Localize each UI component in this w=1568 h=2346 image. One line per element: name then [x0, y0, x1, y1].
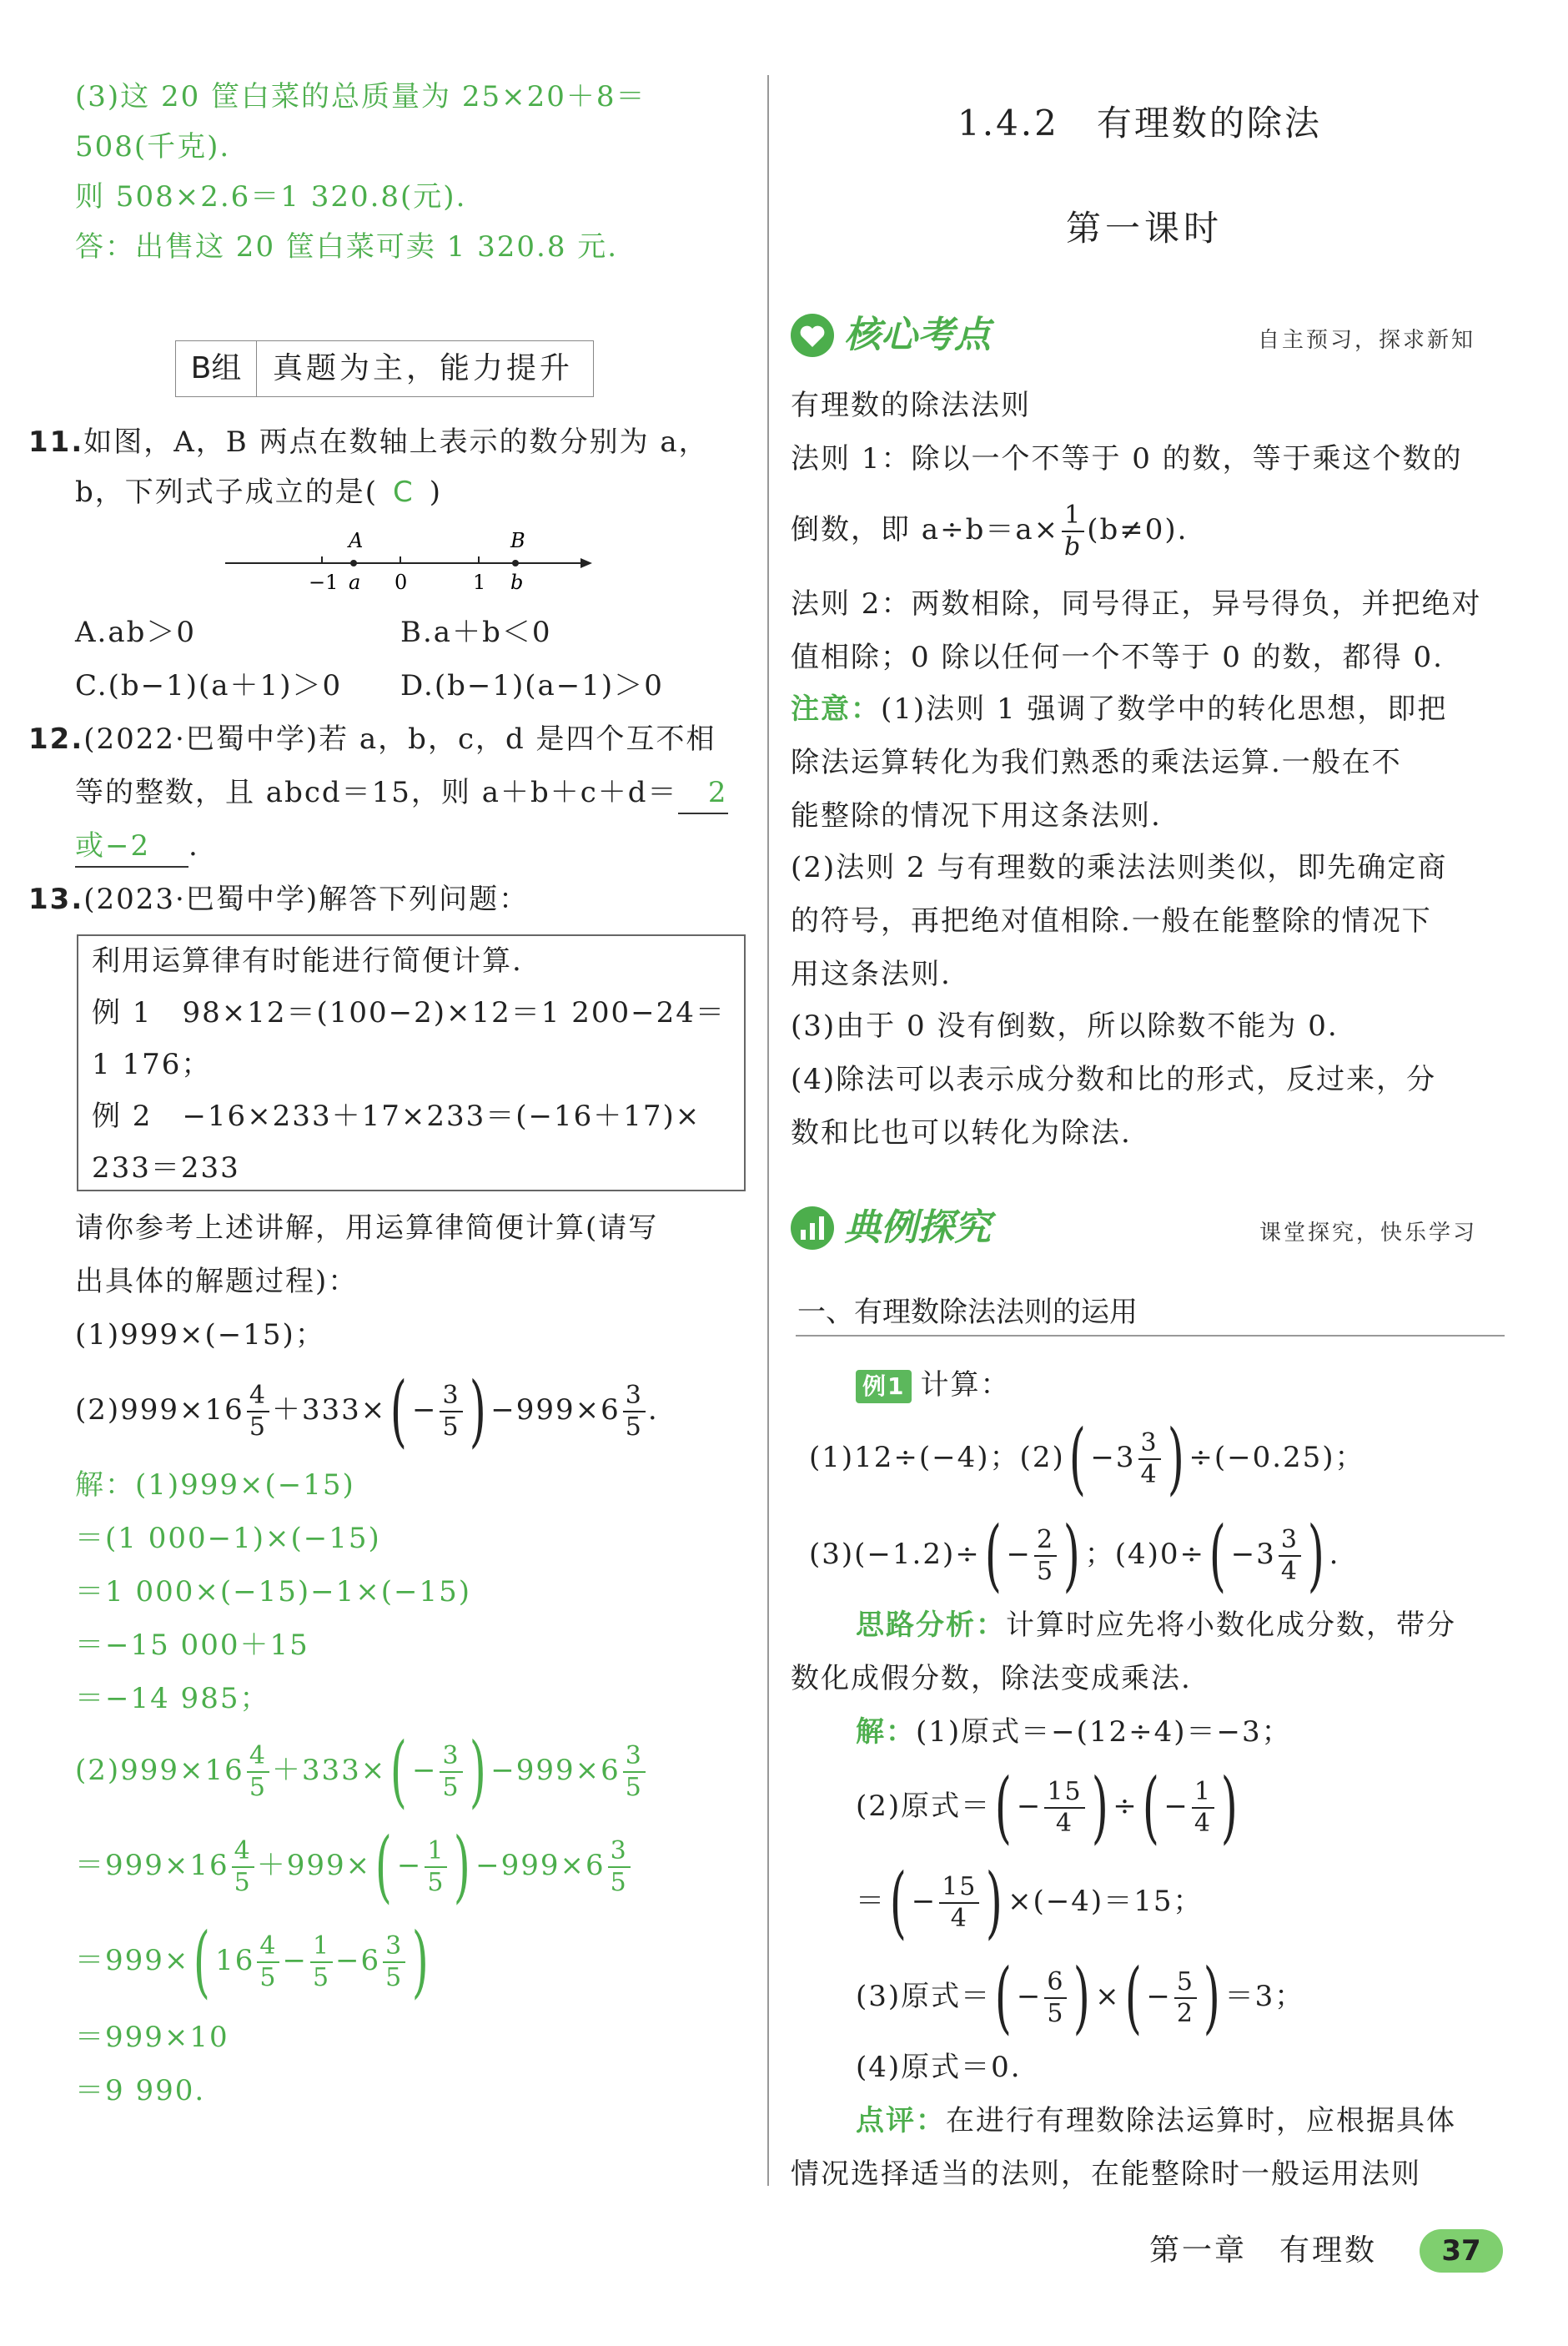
note-text: (1)法则 1 强调了数学中的转化思想，即把: [881, 692, 1448, 726]
subsection-title: 一、有理数除法法则的运用: [797, 1296, 1138, 1329]
solution-line: ＝999×16 $\frac{4}{5}$ ＋999×( − $\frac{1}{5}$ ) −999×6 $\frac{3}{5}$: [75, 1824, 633, 1907]
solution-line: ＝(1 000−1)×(−15): [75, 1522, 381, 1555]
fraction: $\frac{4}{5}$: [232, 1836, 254, 1898]
fraction: $\frac{3}{4}$: [1279, 1525, 1301, 1587]
fraction: $\frac{4}{5}$: [257, 1931, 279, 1993]
rule-line: [791, 492, 1188, 567]
comment-line: 情况选择适当的法则，在能整除时一般运用法则: [791, 2157, 1421, 2191]
fraction: $\frac{3}{5}$: [608, 1836, 631, 1898]
solution-line: ＝9 990.: [75, 2074, 206, 2107]
q12-number: 12.: [28, 722, 84, 756]
expr-text: (3)(−1.2)÷: [809, 1538, 981, 1571]
fraction: $\frac{5}{2}$: [1174, 1967, 1197, 2029]
q11-text: 如图，A，B 两点在数轴上表示的数分别为 a，: [83, 425, 709, 459]
solution-line: ＝−14 985；: [75, 1682, 270, 1715]
expr-text: ；(4)0÷: [1084, 1538, 1205, 1571]
hint-line: 例 1 98×12＝(100−2)×12＝1 200−24＝: [92, 996, 726, 1030]
q13-line1: [28, 879, 529, 919]
q12-line3: [75, 826, 199, 868]
label-A: A: [349, 529, 364, 552]
solution-line: ＝−15 000＋15: [75, 1629, 309, 1662]
q13-ask-line: 请你参考上述讲解，用运算律简便计算(请写: [75, 1211, 659, 1245]
label-B: B: [510, 529, 525, 552]
ex1-label: 计算：: [920, 1368, 1011, 1402]
expr-text: ×: [1095, 1980, 1121, 2013]
rule-line: 法则 2：两数相除，同号得正，异号得负，并把绝对: [791, 587, 1482, 621]
fraction: $\frac{4}{5}$: [247, 1381, 269, 1442]
subsection-rule: [796, 1335, 1505, 1337]
heart-icon: [789, 312, 836, 359]
q11-text: b，下列式子成立的是(: [75, 476, 379, 509]
chart-icon: [789, 1205, 836, 1251]
expr-text: −999×6: [490, 1754, 621, 1787]
prev-answer-line: 则 508×2.6＝1 320.8(元).: [75, 180, 467, 214]
core-heading: 核心考点: [844, 314, 991, 356]
q12-line1: [28, 719, 716, 759]
q13-ask-line: 出具体的解题过程)：: [75, 1265, 359, 1298]
fraction: $\frac{15}{4}$: [939, 1872, 979, 1934]
expr-text: (1)12÷(−4)；(2): [809, 1441, 1065, 1474]
ex1-problem-line: (1)12÷(−4)；(2)( −3 $\frac{3}{4}$ ) ÷(−0.25)；: [809, 1413, 1365, 1504]
fraction: $\frac{1}{5}$: [310, 1931, 333, 1993]
hint-line: 233＝233: [92, 1151, 240, 1185]
tick-label-neg1: −1: [309, 571, 339, 594]
q13-text: (2023·巴蜀中学)解答下列问题：: [83, 883, 530, 916]
fraction: $\frac{3}{4}$: [1138, 1428, 1161, 1490]
q12-end: .: [188, 829, 199, 863]
expr-text: ＋333×: [271, 1393, 387, 1427]
analysis-line: 数化成假分数，除法变成乘法.: [791, 1662, 1192, 1695]
note-line: [791, 689, 1447, 729]
expr-text: 16: [215, 1944, 255, 1977]
point-b: [512, 560, 519, 566]
prev-answer-line: (3)这 20 筐白菜的总质量为 25×20＋8＝: [75, 80, 646, 113]
expr-text: (2)原式＝: [856, 1790, 992, 1823]
expr-text: ÷(−0.25)；: [1189, 1441, 1365, 1474]
column-divider: [767, 75, 769, 2186]
expr-text: ＋333×: [271, 1754, 387, 1787]
q11-option-a: A.ab＞0: [75, 616, 197, 649]
fraction: $\frac{3}{5}$: [440, 1741, 462, 1803]
axis-arrow: [580, 558, 592, 568]
ex1-problem-line: (3)(−1.2)÷( − $\frac{2}{5}$ ) ；(4)0÷( −3 $\frac{3}{4}$ ) .: [809, 1510, 1340, 1601]
analysis-text: 计算时应先将小数化成分数，带分: [1006, 1608, 1456, 1642]
q11-answer: C: [393, 476, 415, 509]
ex1-solution-line: (2)原式＝( − $\frac{15}{4}$ ) ÷( − $\frac{1}{4}$ ): [856, 1762, 1239, 1853]
analysis-line: [856, 1605, 1456, 1645]
solution-line: (2)999×16 $\frac{4}{5}$ ＋333×( − $\frac{3}{5}$ ) −999×6 $\frac{3}{5}$: [75, 1729, 648, 1812]
core-subtitle: 自主预习，探求新知: [1258, 328, 1476, 353]
prev-answer-line: 508(千克).: [75, 130, 231, 164]
ex1-header: [856, 1365, 1010, 1405]
rule-text: (b≠0).: [1087, 513, 1189, 546]
comment-text: 在进行有理数除法运算时，应根据具体: [946, 2104, 1456, 2137]
example-heading: 典例探究: [844, 1206, 991, 1249]
fraction: $\frac{3}{5}$: [383, 1931, 405, 1993]
expr-text: ＝999×16: [75, 1849, 229, 1882]
expr-text: (2)999×16: [75, 1393, 244, 1427]
expr-text: −999×6: [475, 1849, 606, 1882]
fraction: $\frac{4}{5}$: [247, 1741, 269, 1803]
example-badge: 例1: [856, 1370, 912, 1403]
note-label: 注意：: [791, 692, 881, 726]
fraction: $\frac{2}{5}$: [1034, 1525, 1057, 1587]
expr-text: ＝999×: [75, 1944, 190, 1977]
ex1-solution-line: (4)原式＝0.: [856, 2051, 1022, 2084]
q11-number: 11.: [28, 425, 84, 459]
hint-line: 利用运算律有时能进行简便计算.: [92, 944, 523, 978]
footer-chapter: 第一章 有理数: [1149, 2233, 1378, 2268]
tick-label-1: 1: [473, 571, 486, 594]
q12-line2: [75, 773, 728, 814]
group-title: 真题为主，能力提升: [273, 351, 574, 385]
analysis-label: 思路分析：: [856, 1608, 1006, 1642]
rule-line: 值相除；0 除以任何一个不等于 0 的数，都得 0.: [791, 641, 1444, 674]
expr-text: ＝3；: [1224, 1980, 1305, 2013]
page-number: 37: [1420, 2229, 1503, 2273]
q11-line2: [75, 472, 442, 512]
note-line: 数和比也可以转化为除法.: [791, 1116, 1132, 1150]
group-b-header: [175, 340, 594, 397]
tick-label-a: a: [349, 571, 361, 594]
solution-line: ＝999×( 16 $\frac{4}{5}$ − $\frac{1}{5}$ −6 $\frac{3}{5}$ ): [75, 1916, 430, 2007]
rule-line: 法则 1：除以一个不等于 0 的数，等于乘这个数的: [791, 442, 1463, 476]
lesson-title: 第一课时: [1066, 208, 1224, 249]
fraction: $\frac{3}{5}$: [623, 1741, 646, 1803]
fraction: $\frac{6}{5}$: [1044, 1967, 1067, 2029]
fraction: $\frac{1}{5}$: [425, 1836, 447, 1898]
note-line: 能整除的情况下用这条法则.: [791, 799, 1162, 833]
expr-text: ＋999×: [256, 1849, 372, 1882]
solution-line: ＝1 000×(−15)−1×(−15): [75, 1575, 471, 1608]
note-line: (4)除法可以表示成分数和比的形式，反过来，分: [791, 1063, 1437, 1096]
solution-line: ＝999×10: [75, 2021, 229, 2054]
fraction: $\frac{3}{5}$: [623, 1381, 646, 1442]
q11-option-b: B.a＋b＜0: [400, 616, 552, 649]
ex1-solution-line: ＝( − $\frac{15}{4}$ ) ×(−4)＝15；: [856, 1857, 1204, 1948]
section-title: 1.4.2 有理数的除法: [957, 103, 1322, 143]
expr-text: .: [1329, 1538, 1340, 1571]
q12-text: 等的整数，且 abcd＝15，则 a＋b＋c＋d＝: [75, 776, 678, 809]
expr-text: (3)原式＝: [856, 1980, 992, 2013]
q13-part1: (1)999×(−15)；: [75, 1318, 325, 1352]
point-a: [350, 560, 357, 566]
q12-answer-part1: 2: [678, 773, 728, 814]
number-line-figure: [217, 526, 601, 601]
fraction: $\frac{1}{b}$: [1062, 501, 1084, 562]
note-line: (2)法则 2 与有理数的乘法法则类似，即先确定商: [791, 851, 1448, 884]
tick-label-0: 0: [395, 571, 408, 594]
ex1-solution-line: [856, 1712, 1292, 1752]
q11-text: ): [429, 476, 443, 509]
q12-answer-part2: 或−2: [75, 826, 188, 868]
hint-line: 例 2 −16×233＋17×233＝(−16＋17)×: [92, 1100, 701, 1133]
fraction: $\frac{3}{5}$: [440, 1381, 462, 1442]
tick-label-b: b: [510, 571, 524, 594]
q11-line1: [28, 422, 709, 462]
ex1-solution-line: (3)原式＝( − $\frac{6}{5}$ ) ×( − $\frac{5}{2}$ ) ＝3；: [856, 1952, 1305, 2043]
q11-option-c: C.(b−1)(a＋1)＞0: [75, 669, 343, 702]
note-line: 的符号，再把绝对值相除.一般在能整除的情况下: [791, 904, 1432, 938]
fraction: $\frac{15}{4}$: [1044, 1777, 1084, 1839]
solution-label: 解：: [856, 1715, 916, 1749]
note-line: 除法运算转化为我们熟悉的乘法运算.一般在不: [791, 746, 1402, 779]
fraction: $\frac{1}{4}$: [1192, 1777, 1214, 1839]
expr-text: (2)999×16: [75, 1754, 244, 1787]
solution-line: 解：(1)999×(−15): [75, 1468, 355, 1502]
expr-text: ＝: [856, 1885, 886, 1918]
note-line: 用这条法则.: [791, 958, 952, 991]
expr-text: ÷: [1113, 1790, 1138, 1823]
expr-text: −999×6: [490, 1393, 621, 1427]
prev-answer-line: 答：出售这 20 筐白菜可卖 1 320.8 元.: [75, 230, 619, 264]
q11-option-d: D.(b−1)(a−1)＞0: [400, 669, 664, 702]
rule-text: 倒数，即 a÷b＝a×: [791, 513, 1060, 546]
expr-text: .: [647, 1393, 659, 1427]
solution-text: (1)原式＝−(12÷4)＝−3；: [916, 1715, 1292, 1749]
note-line: (3)由于 0 没有倒数，所以除数不能为 0.: [791, 1009, 1339, 1043]
q13-part2: (2)999×16 $\frac{4}{5}$ ＋333×( − $\frac{3}{5}$ ) −999×6 $\frac{3}{5}$ .: [75, 1366, 659, 1457]
comment-line: [856, 2101, 1456, 2141]
q13-number: 13.: [28, 883, 84, 916]
example-subtitle: 课堂探究，快乐学习: [1259, 1221, 1478, 1246]
comment-label: 点评：: [856, 2104, 946, 2137]
expr-text: ×(−4)＝15；: [1008, 1885, 1204, 1918]
q12-text: (2022·巴蜀中学)若 a，b，c，d 是四个互不相: [83, 722, 716, 756]
hint-line: 1 176；: [92, 1048, 212, 1081]
group-tag: B组: [176, 341, 257, 396]
rule-heading: 有理数的除法法则: [791, 389, 1031, 422]
